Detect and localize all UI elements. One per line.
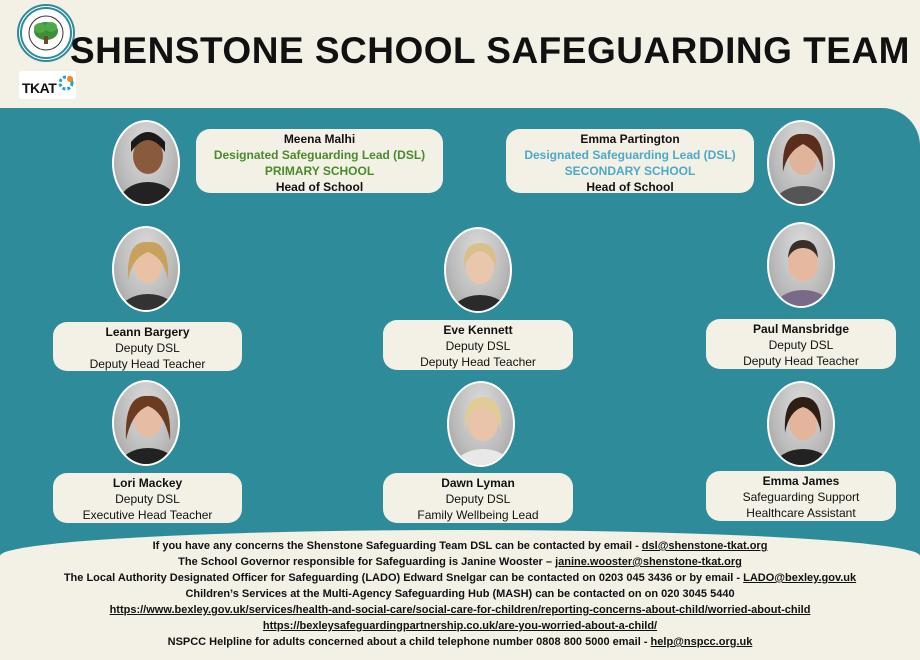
staff-role: Designated Safeguarding Lead (DSL): [524, 148, 736, 162]
staff-role: Deputy DSL: [768, 338, 834, 352]
tkat-logo: [19, 71, 76, 99]
contact-info: [0, 538, 920, 650]
staff-name: Lori Mackey: [112, 476, 183, 490]
staff-role: Designated Safeguarding Lead (DSL): [213, 148, 426, 162]
school-section: SECONDARY SCHOOL: [564, 164, 696, 178]
tkat-logo-text: TKAT: [22, 80, 57, 96]
staff-name: Paul Mansbridge: [752, 322, 850, 336]
staff-role: Deputy DSL: [115, 341, 180, 355]
staff-photo: [112, 226, 180, 312]
staff-photo: [447, 381, 515, 467]
staff-title: Deputy Head Teacher: [89, 357, 206, 371]
bexley-council-link[interactable]: https://www.bexley.gov.uk/services/health-and-social-care/social-care-for-children/reporting-concerns-about-child/worried-about-child: [109, 604, 811, 616]
cog-icon: [57, 74, 75, 92]
staff-card: [383, 473, 573, 523]
dsl-email-link[interactable]: dsl@shenstone-tkat.org: [641, 540, 768, 552]
staff-photo: [112, 380, 180, 466]
staff-role: Deputy DSL: [445, 339, 511, 353]
dsl-card-primary: [196, 129, 443, 193]
staff-role: Deputy DSL: [115, 492, 180, 506]
footer-line: [0, 586, 920, 602]
footer-text: NSPCC Helpline for adults concerned about a child telephone number 0808 800 5000 email -: [167, 636, 651, 648]
staff-card: [383, 320, 573, 370]
staff-title: Deputy Head Teacher: [743, 354, 859, 368]
footer-text: The School Governor responsible for Safeguarding is Janine Wooster –: [178, 556, 556, 568]
governor-email-link[interactable]: janine.wooster@shenstone-tkat.org: [555, 556, 742, 568]
footer-line: [0, 538, 920, 554]
page-title: SHENSTONE SCHOOL SAFEGUARDING TEAM: [70, 30, 910, 71]
footer-line: [0, 570, 920, 586]
staff-name: Meena Malhi: [283, 132, 356, 146]
staff-card: [53, 322, 242, 371]
footer-text: The Local Authority Designated Officer for Safeguarding (LADO) Edward Snelgar can be contacted on 0203 045 3436 or by email -: [63, 572, 744, 584]
staff-name: Emma Partington: [580, 132, 680, 146]
staff-role: Deputy DSL: [445, 492, 511, 506]
staff-photo: [767, 222, 835, 308]
staff-photo: [112, 120, 180, 206]
safeguarding-partnership-link[interactable]: https://bexleysafeguardingpartnership.co.uk/are-you-worried-about-a-child/: [262, 620, 658, 632]
staff-name: Emma James: [762, 474, 840, 488]
staff-photo: [767, 381, 835, 467]
staff-title: Head of School: [586, 180, 674, 194]
school-section: PRIMARY SCHOOL: [264, 164, 375, 178]
footer-text: Children’s Services at the Multi-Agency Safeguarding Hub (MASH) can be contacted on on 020 3045 5440: [185, 588, 735, 600]
staff-photo: [444, 227, 512, 313]
staff-name: Eve Kennett: [443, 323, 513, 337]
footer-line: [0, 554, 920, 570]
dsl-card-secondary: [506, 129, 754, 193]
staff-name: Leann Bargery: [105, 325, 190, 339]
staff-title: Family Wellbeing Lead: [417, 508, 539, 522]
footer-text: If you have any concerns the Shenstone Safeguarding Team DSL can be contacted by email -: [152, 540, 642, 552]
lado-email-link[interactable]: LADO@bexley.gov.uk: [743, 572, 857, 584]
nspcc-email-link[interactable]: help@nspcc.org.uk: [650, 636, 753, 648]
staff-title: Deputy Head Teacher: [420, 355, 536, 369]
staff-card: [706, 471, 896, 521]
footer-line: [0, 618, 920, 634]
staff-title: Executive Head Teacher: [82, 508, 213, 522]
staff-photo: [767, 120, 835, 206]
staff-title: Healthcare Assistant: [746, 506, 856, 520]
footer-line: [0, 634, 920, 650]
staff-card: [53, 473, 242, 523]
staff-card: [706, 319, 896, 369]
staff-name: Dawn Lyman: [441, 476, 515, 490]
footer-line: [0, 602, 920, 618]
staff-role: Safeguarding Support: [742, 490, 860, 504]
staff-title: Head of School: [275, 180, 364, 194]
